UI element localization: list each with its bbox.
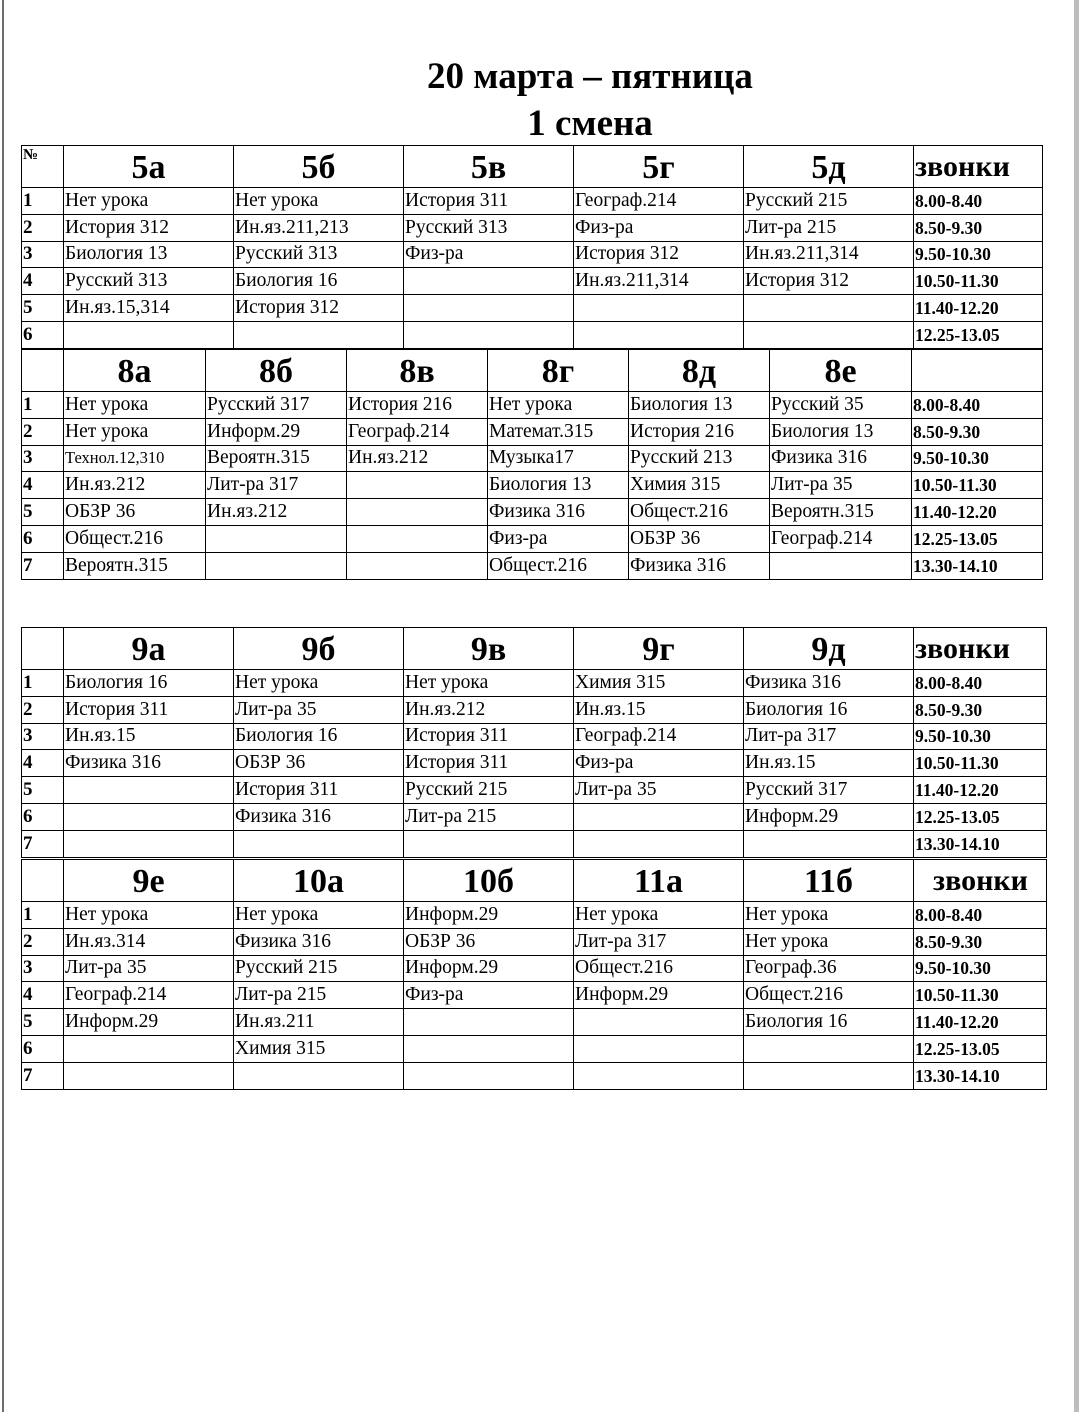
lesson-row [22, 1035, 1047, 1062]
lesson-cell: ОБЗР 36 [404, 928, 574, 955]
lesson-cell: Ин.яз.212 [206, 499, 347, 526]
lesson-cell [744, 830, 914, 857]
table-header-row [22, 628, 1047, 670]
lesson-cell: Лит-ра 215 [234, 982, 404, 1009]
lesson-number: 5 [22, 1009, 64, 1036]
page-title: 20 марта – пятница [427, 56, 753, 97]
lesson-number-header [22, 860, 64, 902]
lesson-row [22, 803, 1047, 830]
lesson-cell: Вероятн.315 [770, 499, 912, 526]
lesson-number: 4 [22, 472, 64, 499]
bell-time: 9.50-10.30 [914, 723, 1047, 750]
lesson-cell: Биология 16 [234, 268, 404, 295]
lesson-cell [744, 295, 914, 322]
lesson-cell: Лит-ра 35 [234, 696, 404, 723]
lesson-cell [574, 803, 744, 830]
class-header: 10а [234, 860, 404, 902]
lesson-number: 1 [22, 188, 64, 215]
lesson-cell: Биология 13 [770, 418, 912, 445]
bell-time: 12.25-13.05 [914, 321, 1043, 348]
lesson-cell: Русский 317 [744, 777, 914, 804]
lesson-cell: Нет урока [234, 670, 404, 697]
page-left-edge [2, 0, 4, 1412]
class-header: 8б [206, 350, 347, 392]
class-header: 10б [404, 860, 574, 902]
bell-time: 9.50-10.30 [912, 445, 1043, 472]
lesson-cell: История 312 [744, 268, 914, 295]
lesson-cell: Нет урока [64, 418, 206, 445]
lesson-row [22, 552, 1043, 579]
lesson-cell: История 312 [234, 295, 404, 322]
lesson-cell [64, 1062, 234, 1089]
lesson-row [22, 525, 1043, 552]
lesson-cell: Лит-ра 317 [744, 723, 914, 750]
lesson-cell: Ин.яз.212 [64, 472, 206, 499]
lesson-cell [404, 1035, 574, 1062]
class-header: 11а [574, 860, 744, 902]
lesson-cell: История 311 [64, 696, 234, 723]
lesson-cell: Лит-ра 35 [64, 955, 234, 982]
page-subtitle: 1 смена [527, 103, 653, 144]
lesson-cell: Физика 316 [629, 552, 770, 579]
lesson-cell: Нет урока [488, 392, 629, 419]
lesson-cell: Лит-ра 35 [574, 777, 744, 804]
lesson-cell [404, 1009, 574, 1036]
lesson-cell: Нет урока [404, 670, 574, 697]
bells-header: звонки [914, 146, 1043, 188]
lesson-cell: Математ.315 [488, 418, 629, 445]
lesson-cell [64, 321, 234, 348]
lesson-cell [574, 1062, 744, 1089]
lesson-cell: Географ.214 [64, 982, 234, 1009]
lesson-cell: Географ.36 [744, 955, 914, 982]
bell-time: 8.50-9.30 [914, 928, 1047, 955]
lesson-cell: Лит-ра 317 [574, 928, 744, 955]
page-right-edge [1074, 0, 1079, 1412]
lesson-cell [64, 777, 234, 804]
bell-time: 8.50-9.30 [914, 214, 1043, 241]
lesson-number: 4 [22, 982, 64, 1009]
lesson-cell: Ин.яз.211 [234, 1009, 404, 1036]
lesson-cell [574, 295, 744, 322]
lesson-cell: Русский 317 [206, 392, 347, 419]
class-header: 8д [629, 350, 770, 392]
lesson-cell: Географ.214 [347, 418, 488, 445]
lesson-cell [744, 1062, 914, 1089]
lesson-number: 2 [22, 696, 64, 723]
lesson-cell: Биология 16 [64, 670, 234, 697]
lesson-cell: Географ.214 [574, 188, 744, 215]
lesson-row [22, 241, 1043, 268]
schedule-table-grade-9 [21, 627, 1047, 858]
lesson-cell: Биология 13 [629, 392, 770, 419]
lesson-number: 2 [22, 928, 64, 955]
class-header: 5д [744, 146, 914, 188]
lesson-cell: Физ-ра [574, 750, 744, 777]
lesson-cell: Информ.29 [404, 955, 574, 982]
lesson-number: 4 [22, 750, 64, 777]
lesson-number: 3 [22, 445, 64, 472]
bell-time: 9.50-10.30 [914, 241, 1043, 268]
lesson-cell: Русский 313 [64, 268, 234, 295]
lesson-number: 3 [22, 955, 64, 982]
bell-time: 11.40-12.20 [912, 499, 1043, 526]
lesson-row [22, 472, 1043, 499]
lesson-cell: Нет урока [234, 902, 404, 929]
lesson-number: 7 [22, 830, 64, 857]
lesson-cell: ОБЗР 36 [629, 525, 770, 552]
lesson-cell: История 311 [234, 777, 404, 804]
lesson-number: 7 [22, 552, 64, 579]
lesson-number: 6 [22, 1035, 64, 1062]
lesson-cell: Технол.12,310 [64, 445, 206, 472]
lesson-cell: Физ-ра [488, 525, 629, 552]
lesson-cell [206, 552, 347, 579]
lesson-row [22, 268, 1043, 295]
lesson-number: 3 [22, 723, 64, 750]
bell-time: 10.50-11.30 [912, 472, 1043, 499]
lesson-cell: Ин.яз.211,213 [234, 214, 404, 241]
lesson-number: 6 [22, 321, 64, 348]
lesson-row [22, 1062, 1047, 1089]
lesson-cell: Вероятн.315 [64, 552, 206, 579]
lesson-cell [574, 830, 744, 857]
bell-time: 12.25-13.05 [914, 1035, 1047, 1062]
lesson-cell: Биология 16 [744, 1009, 914, 1036]
lesson-number: 2 [22, 214, 64, 241]
lesson-row [22, 418, 1043, 445]
lesson-cell [404, 268, 574, 295]
lesson-cell: Лит-ра 215 [744, 214, 914, 241]
lesson-cell: Нет урока [574, 902, 744, 929]
lesson-cell: Ин.яз.314 [64, 928, 234, 955]
lesson-cell: Физика 316 [234, 928, 404, 955]
lesson-cell [574, 321, 744, 348]
lesson-row [22, 295, 1043, 322]
lesson-cell [770, 552, 912, 579]
lesson-cell: Физ-ра [404, 982, 574, 1009]
lesson-row [22, 670, 1047, 697]
lesson-cell [234, 830, 404, 857]
lesson-number: 4 [22, 268, 64, 295]
lesson-row [22, 696, 1047, 723]
lesson-cell: Биология 16 [234, 723, 404, 750]
lesson-cell: Общест.216 [488, 552, 629, 579]
table-header-row [22, 146, 1043, 188]
bell-time: 12.25-13.05 [914, 803, 1047, 830]
table-header-row [22, 860, 1047, 902]
lesson-cell: История 216 [347, 392, 488, 419]
lesson-cell: Русский 215 [744, 188, 914, 215]
lesson-cell: Лит-ра 35 [770, 472, 912, 499]
bell-time: 8.00-8.40 [912, 392, 1043, 419]
lesson-cell: Химия 315 [574, 670, 744, 697]
lesson-cell: Ин.яз.15,314 [64, 295, 234, 322]
lesson-number: 3 [22, 241, 64, 268]
class-header: 9г [574, 628, 744, 670]
lesson-number-header [22, 628, 64, 670]
class-header: 9б [234, 628, 404, 670]
lesson-cell [744, 321, 914, 348]
lesson-cell: Географ.214 [770, 525, 912, 552]
lesson-cell: Ин.яз.211,314 [574, 268, 744, 295]
lesson-number: 6 [22, 803, 64, 830]
lesson-number: 1 [22, 392, 64, 419]
lesson-row [22, 188, 1043, 215]
lesson-cell [234, 1062, 404, 1089]
lesson-cell: Ин.яз.212 [347, 445, 488, 472]
lesson-number-header: № [22, 146, 64, 188]
lesson-cell: Физика 316 [234, 803, 404, 830]
lesson-number-header [22, 350, 64, 392]
bell-time: 8.00-8.40 [914, 670, 1047, 697]
lesson-cell: Нет урока [64, 392, 206, 419]
class-header: 11б [744, 860, 914, 902]
bell-time: 11.40-12.20 [914, 777, 1047, 804]
lesson-cell: Физика 316 [488, 499, 629, 526]
lesson-cell: История 311 [404, 750, 574, 777]
bell-time: 10.50-11.30 [914, 268, 1043, 295]
lesson-cell: Ин.яз.212 [404, 696, 574, 723]
lesson-cell: Информ.29 [206, 418, 347, 445]
bell-time: 10.50-11.30 [914, 750, 1047, 777]
lesson-cell [347, 525, 488, 552]
lesson-cell: Общест.216 [64, 525, 206, 552]
lesson-cell [64, 1035, 234, 1062]
lesson-cell [574, 1035, 744, 1062]
lesson-cell [64, 803, 234, 830]
lesson-cell [347, 499, 488, 526]
lesson-cell: Ин.яз.211,314 [744, 241, 914, 268]
lesson-cell [64, 830, 234, 857]
class-header: 5г [574, 146, 744, 188]
lesson-cell: Химия 315 [629, 472, 770, 499]
class-header: 9д [744, 628, 914, 670]
lesson-cell: Географ.214 [574, 723, 744, 750]
lesson-cell: История 311 [404, 723, 574, 750]
class-header: 5в [404, 146, 574, 188]
class-header: 8в [347, 350, 488, 392]
lesson-row [22, 750, 1047, 777]
lesson-cell: Русский 215 [234, 955, 404, 982]
lesson-number: 1 [22, 670, 64, 697]
lesson-cell: Нет урока [744, 902, 914, 929]
lesson-cell: Информ.29 [64, 1009, 234, 1036]
lesson-number: 5 [22, 777, 64, 804]
class-header: 9а [64, 628, 234, 670]
lesson-row [22, 928, 1047, 955]
bells-header: звонки [914, 628, 1047, 670]
bell-time: 11.40-12.20 [914, 295, 1043, 322]
bell-time: 8.00-8.40 [914, 188, 1043, 215]
lesson-cell: Физ-ра [574, 214, 744, 241]
lesson-cell [347, 472, 488, 499]
class-header: 5б [234, 146, 404, 188]
lesson-cell [574, 1009, 744, 1036]
lesson-row [22, 830, 1047, 857]
lesson-row [22, 777, 1047, 804]
lesson-cell: Русский 215 [404, 777, 574, 804]
bell-time: 11.40-12.20 [914, 1009, 1047, 1036]
lesson-cell: Информ.29 [574, 982, 744, 1009]
lesson-cell: Ин.яз.15 [64, 723, 234, 750]
lesson-cell: Лит-ра 317 [206, 472, 347, 499]
lesson-cell: Нет урока [234, 188, 404, 215]
table-header-row [22, 350, 1043, 392]
lesson-cell: История 311 [404, 188, 574, 215]
lesson-cell: Химия 315 [234, 1035, 404, 1062]
class-header: 9е [64, 860, 234, 902]
lesson-row [22, 214, 1043, 241]
lesson-cell [404, 295, 574, 322]
lesson-cell: Информ.29 [744, 803, 914, 830]
lesson-cell: Русский 35 [770, 392, 912, 419]
bell-time: 13.30-14.10 [914, 1062, 1047, 1089]
lesson-cell: История 312 [64, 214, 234, 241]
lesson-cell [347, 552, 488, 579]
lesson-number: 7 [22, 1062, 64, 1089]
lesson-cell: Вероятн.315 [206, 445, 347, 472]
bell-time: 10.50-11.30 [914, 982, 1047, 1009]
lesson-row [22, 445, 1043, 472]
lesson-cell: Физика 316 [744, 670, 914, 697]
bells-header: звонки [914, 860, 1047, 902]
lesson-cell: ОБЗР 36 [64, 499, 206, 526]
schedule-table-grade-8 [21, 349, 1043, 580]
lesson-cell: Общест.216 [574, 955, 744, 982]
lesson-cell: Русский 313 [404, 214, 574, 241]
bell-time: 9.50-10.30 [914, 955, 1047, 982]
lesson-row [22, 902, 1047, 929]
class-header: 8а [64, 350, 206, 392]
lesson-cell: Информ.29 [404, 902, 574, 929]
lesson-cell: История 312 [574, 241, 744, 268]
lesson-cell: Общест.216 [629, 499, 770, 526]
bell-time: 8.00-8.40 [914, 902, 1047, 929]
lesson-cell: Музыка17 [488, 445, 629, 472]
class-header: 9в [404, 628, 574, 670]
lesson-cell: Русский 313 [234, 241, 404, 268]
bell-time: 12.25-13.05 [912, 525, 1043, 552]
lesson-row [22, 392, 1043, 419]
lesson-cell: ОБЗР 36 [234, 750, 404, 777]
lesson-number: 5 [22, 295, 64, 322]
lesson-cell: Физика 316 [770, 445, 912, 472]
class-header: 8е [770, 350, 912, 392]
lesson-cell [404, 1062, 574, 1089]
schedule-table-grade-5 [21, 145, 1043, 349]
lesson-row [22, 982, 1047, 1009]
lesson-cell: Общест.216 [744, 982, 914, 1009]
class-header: 8г [488, 350, 629, 392]
lesson-cell: Ин.яз.15 [744, 750, 914, 777]
lesson-number: 1 [22, 902, 64, 929]
lesson-cell: Нет урока [64, 902, 234, 929]
lesson-cell: История 216 [629, 418, 770, 445]
lesson-number: 5 [22, 499, 64, 526]
lesson-number: 2 [22, 418, 64, 445]
lesson-cell: Русский 213 [629, 445, 770, 472]
bell-time: 13.30-14.10 [912, 552, 1043, 579]
lesson-cell [206, 525, 347, 552]
schedule-table-grades-9e-11 [21, 859, 1047, 1090]
lesson-cell: Биология 13 [488, 472, 629, 499]
lesson-cell: Биология 16 [744, 696, 914, 723]
class-header: 5а [64, 146, 234, 188]
lesson-cell: Физ-ра [404, 241, 574, 268]
lesson-row [22, 499, 1043, 526]
bell-time: 8.50-9.30 [912, 418, 1043, 445]
lesson-number: 6 [22, 525, 64, 552]
lesson-cell [234, 321, 404, 348]
lesson-cell: Лит-ра 215 [404, 803, 574, 830]
lesson-cell: Физика 316 [64, 750, 234, 777]
lesson-cell: Нет урока [64, 188, 234, 215]
lesson-row [22, 1009, 1047, 1036]
bell-time: 8.50-9.30 [914, 696, 1047, 723]
lesson-cell: Биология 13 [64, 241, 234, 268]
lesson-cell: Нет урока [744, 928, 914, 955]
lesson-cell [404, 321, 574, 348]
lesson-row [22, 723, 1047, 750]
lesson-cell: Ин.яз.15 [574, 696, 744, 723]
bell-time: 13.30-14.10 [914, 830, 1047, 857]
lesson-row [22, 955, 1047, 982]
bells-header [912, 350, 1043, 392]
lesson-row [22, 321, 1043, 348]
lesson-cell [744, 1035, 914, 1062]
lesson-cell [404, 830, 574, 857]
